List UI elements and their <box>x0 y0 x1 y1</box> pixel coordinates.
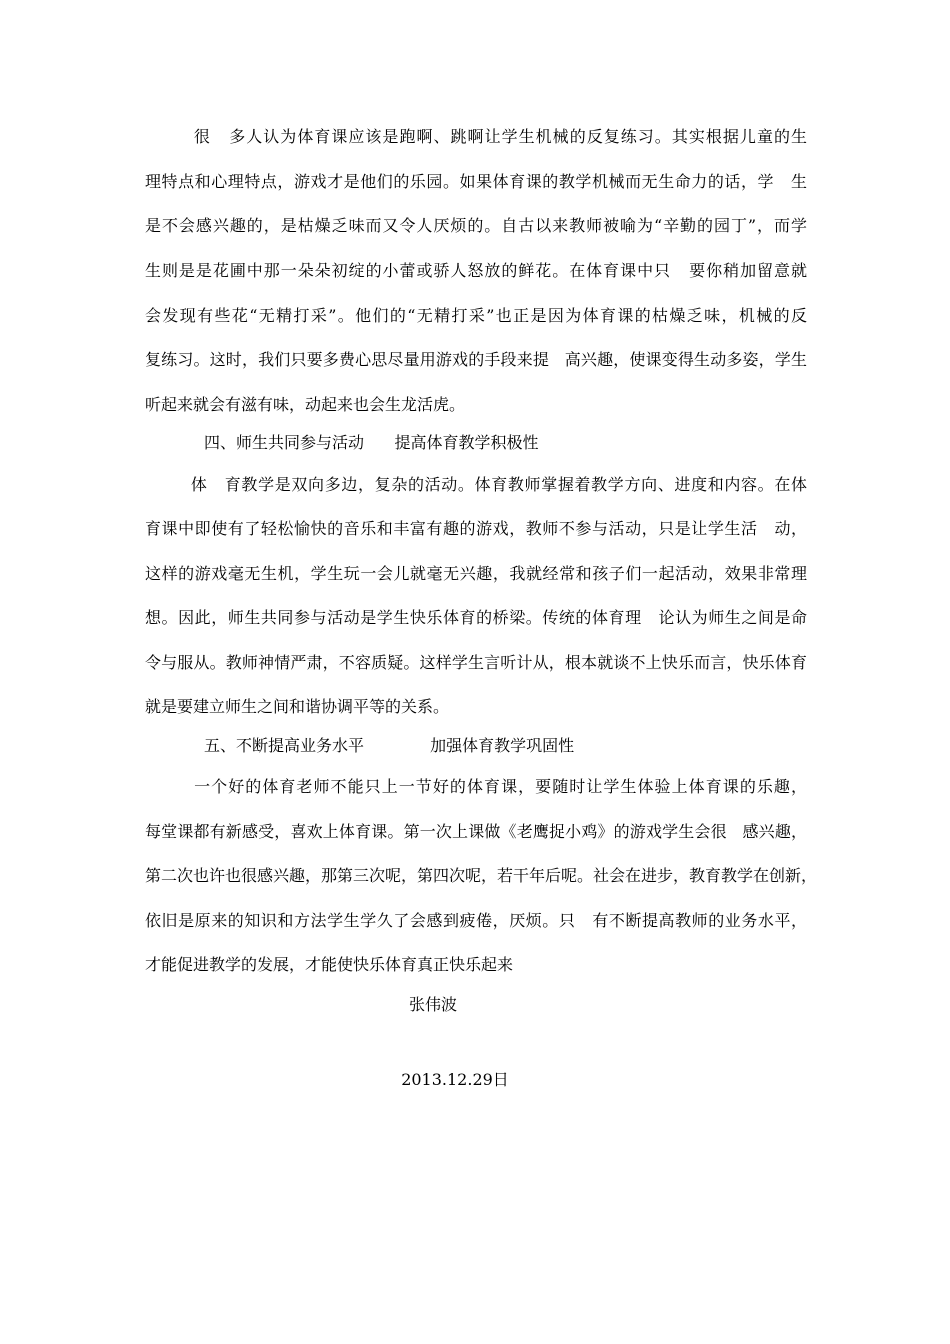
paragraph-3-line-1: 一个好的体育老师不能只上一节好的体育课，要随时让学生体验上体育课的乐趣， <box>145 777 807 796</box>
paragraph-1-line-6: 复练习。这时，我们只要多费心思尽量用游戏的手段来提 高兴趣，使课变得生动多姿，学生 <box>145 350 807 369</box>
paragraph-1-line-5: 会发现有些花“无精打采”。他们的“无精打采”也正是因为体育课的枯燥乏味，机械的反 <box>145 306 807 325</box>
section-heading-5: 五、不断提高业务水平 加强体育教学巩固性 <box>204 736 575 755</box>
paragraph-1-line-2: 理特点和心理特点，游戏才是他们的乐园。如果体育课的教学机械而无生命力的话，学 生 <box>145 172 807 191</box>
paragraph-3-line-2: 每堂课都有新感受，喜欢上体育课。第一次上课做《老鹰捉小鸡》的游戏学生会很 感兴趣， <box>145 822 807 841</box>
paragraph-2-line-4: 想。因此，师生共同参与活动是学生快乐体育的桥梁。传统的体育理 论认为师生之间是命 <box>145 608 807 627</box>
section-heading-4: 四、师生共同参与活动 提高体育教学积极性 <box>204 433 539 452</box>
paragraph-2-line-1: 体 育教学是双向多边，复杂的活动。体育教师掌握着教学方向、进度和内容。在体 <box>145 475 807 494</box>
paragraph-3-line-3: 第二次也许也很感兴趣，那第三次呢，第四次呢，若干年后呢。社会在进步，教育教学在创新， <box>145 866 818 885</box>
paragraph-1-line-7: 听起来就会有滋有味，动起来也会生龙活虎。 <box>145 395 466 414</box>
paragraph-1-line-3: 是不会感兴趣的，是枯燥乏味而又令人厌烦的。自古以来教师被喻为“辛勤的园丁”，而学 <box>145 216 807 235</box>
paragraph-1-line-4: 生则是是花圃中那一朵朵初绽的小蕾或骄人怒放的鲜花。在体育课中只 要你稍加留意就 <box>145 261 807 280</box>
paragraph-2-line-5: 令与服从。教师神情严肃，不容质疑。这样学生言听计从，根本就谈不上快乐而言，快乐体育 <box>145 653 807 672</box>
document-date: 2013.12.29日 <box>401 1070 509 1089</box>
paragraph-1-line-1: 很 多人认为体育课应该是跑啊、跳啊让学生机械的反复练习。其实根据儿童的生 <box>145 127 807 146</box>
author-name: 张伟波 <box>408 995 457 1014</box>
paragraph-3-line-4: 依旧是原来的知识和方法学生学久了会感到疲倦，厌烦。只 有不断提高教师的业务水平， <box>145 911 807 930</box>
paragraph-2-line-6: 就是要建立师生之间和谐协调平等的关系。 <box>145 697 450 716</box>
paragraph-2-line-3: 这样的游戏毫无生机，学生玩一会儿就毫无兴趣，我就经常和孩子们一起活动，效果非常理 <box>145 564 807 583</box>
paragraph-2-line-2: 育课中即使有了轻松愉快的音乐和丰富有趣的游戏，教师不参与活动，只是让学生活 动， <box>145 519 807 538</box>
paragraph-3-line-5: 才能促进教学的发展，才能使快乐体育真正快乐起来 <box>145 955 514 974</box>
